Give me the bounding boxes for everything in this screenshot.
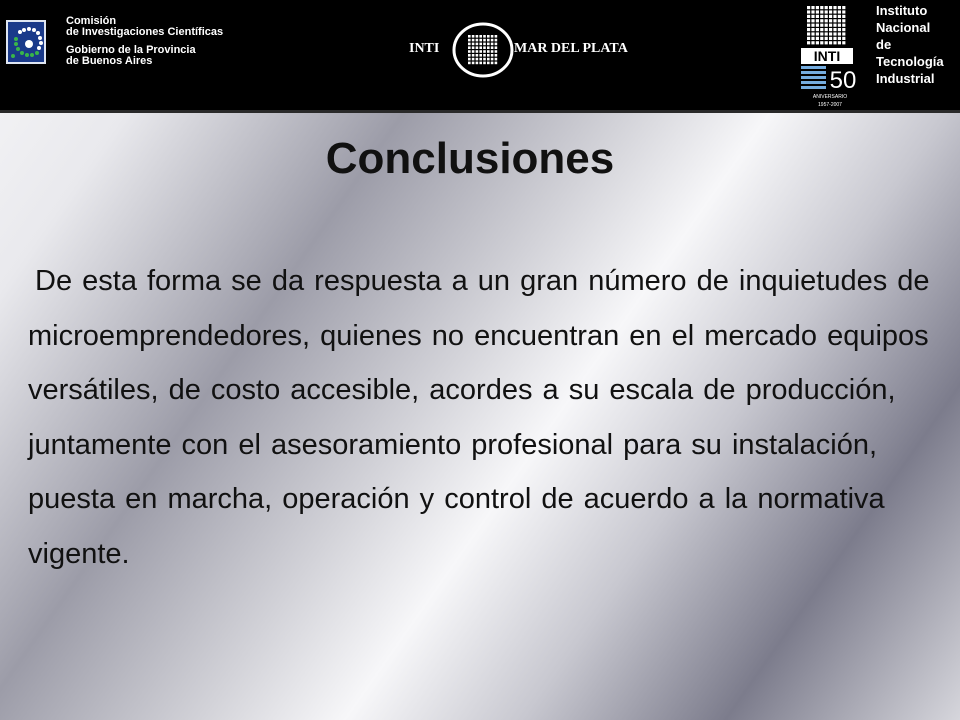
logo-grid-square xyxy=(476,54,479,57)
logo-grid-square xyxy=(807,6,810,9)
logo-grid-square xyxy=(825,41,828,44)
logo-grid-square xyxy=(833,32,836,35)
logo-grid-square xyxy=(825,32,828,35)
logo-grid-square xyxy=(833,37,836,40)
logo-grid-square xyxy=(468,58,471,61)
logo-grid-square xyxy=(825,10,828,13)
logo-grid-square xyxy=(468,39,471,42)
inti50-years: 1957-2007 xyxy=(818,102,842,108)
inti50-number: 50 xyxy=(829,67,857,94)
logo-grid-square xyxy=(491,54,494,57)
logo-grid-square xyxy=(829,32,832,35)
logo-grid-square xyxy=(825,19,828,22)
logo-grid-square xyxy=(816,15,819,18)
logo-grid-square xyxy=(495,54,498,57)
logo-grid-square xyxy=(476,46,479,49)
logo-grid-square xyxy=(479,54,482,57)
logo-grid-square xyxy=(833,15,836,18)
logo-grid-square xyxy=(816,19,819,22)
logo-grid-square xyxy=(820,32,823,35)
logo-grid-square xyxy=(838,6,841,9)
logo-grid-square xyxy=(816,32,819,35)
logo-grid-square xyxy=(842,15,845,18)
logo-grid-square xyxy=(487,50,490,53)
logo-grid-square xyxy=(816,24,819,27)
logo-grid-square xyxy=(495,35,498,38)
cic-line-2: de Investigaciones Científicas xyxy=(66,26,224,38)
logo-grid-square xyxy=(491,39,494,42)
logo-grid-square xyxy=(468,43,471,46)
logo-grid-square xyxy=(838,28,841,31)
cic-line-3: Gobierno de la Provincia xyxy=(66,44,196,56)
logo-grid-square xyxy=(479,43,482,46)
logo-grid-square xyxy=(491,50,494,53)
logo-grid-square xyxy=(811,15,814,18)
logo-grid-square xyxy=(483,46,486,49)
logo-grid-square xyxy=(468,50,471,53)
logo-grid-square xyxy=(838,24,841,27)
logo-grid-square xyxy=(468,54,471,57)
logo-grid-square xyxy=(483,50,486,53)
logo-grid-square xyxy=(476,39,479,42)
logo-grid-square xyxy=(829,37,832,40)
logo-grid-square xyxy=(829,24,832,27)
logo-grid-square xyxy=(479,58,482,61)
logo-grid-square xyxy=(483,43,486,46)
logo-grid-square xyxy=(829,6,832,9)
logo-grid-square xyxy=(816,28,819,31)
logo-grid-square xyxy=(842,37,845,40)
logo-grid-square xyxy=(472,58,475,61)
logo-grid-square xyxy=(468,35,471,38)
inti-50-aniversario-logo xyxy=(796,2,866,108)
logo-grid-square xyxy=(838,15,841,18)
logo-grid-square xyxy=(491,35,494,38)
logo-grid-square xyxy=(807,24,810,27)
logo-grid-square xyxy=(811,37,814,40)
logo-grid-square xyxy=(811,32,814,35)
logo-grid-square xyxy=(811,19,814,22)
logo-grid-square xyxy=(816,37,819,40)
logo-grid-square xyxy=(491,46,494,49)
logo-grid-square xyxy=(483,58,486,61)
logo-grid-square xyxy=(842,28,845,31)
cic-line-1: Comisión xyxy=(66,15,117,27)
logo-grid-square xyxy=(479,50,482,53)
logo-grid-square xyxy=(476,43,479,46)
logo-grid-square xyxy=(491,58,494,61)
logo-grid-square xyxy=(842,19,845,22)
logo-grid-square xyxy=(472,62,475,65)
logo-grid-square xyxy=(838,41,841,44)
logo-grid-square xyxy=(816,10,819,13)
logo-grid-square xyxy=(468,62,471,65)
logo-grid-square xyxy=(495,50,498,53)
logo-grid-square xyxy=(483,54,486,57)
logo-grid-square xyxy=(829,28,832,31)
logo-grid-square xyxy=(483,62,486,65)
logo-grid-square xyxy=(838,37,841,40)
logo-grid-square xyxy=(472,35,475,38)
logo-grid-square xyxy=(483,39,486,42)
logo-grid-square xyxy=(495,58,498,61)
inti50-logo-text: INTI xyxy=(813,48,841,64)
logo-grid-square xyxy=(479,62,482,65)
cic-line-4: de Buenos Aires xyxy=(66,55,153,67)
logo-grid-square xyxy=(838,10,841,13)
logo-grid-square xyxy=(472,39,475,42)
logo-grid-square xyxy=(495,62,498,65)
logo-grid-square xyxy=(495,39,498,42)
logo-grid-square xyxy=(825,24,828,27)
logo-grid-square xyxy=(842,24,845,27)
logo-grid-square xyxy=(820,37,823,40)
logo-grid-square xyxy=(807,10,810,13)
logo-grid-square xyxy=(487,43,490,46)
logo-grid-square xyxy=(820,6,823,9)
logo-grid-square xyxy=(829,15,832,18)
inti-label: INTI xyxy=(409,41,440,56)
logo-grid-square xyxy=(487,62,490,65)
logo-grid-square xyxy=(829,10,832,13)
logo-grid-square xyxy=(807,15,810,18)
logo-grid-square xyxy=(472,50,475,53)
logo-grid-square xyxy=(838,19,841,22)
logo-grid-square xyxy=(472,54,475,57)
logo-grid-square xyxy=(807,19,810,22)
inti-mar-del-plata-logo xyxy=(407,22,667,78)
logo-grid-square xyxy=(476,58,479,61)
logo-grid-square xyxy=(820,15,823,18)
logo-grid-square xyxy=(816,41,819,44)
logo-grid-square xyxy=(820,28,823,31)
institute-line-3: de Tecnología xyxy=(876,37,944,69)
logo-grid-square xyxy=(472,46,475,49)
slide-title: Conclusiones xyxy=(325,134,615,183)
inti-grid-icon xyxy=(452,22,514,78)
logo-grid-square xyxy=(495,46,498,49)
logo-grid-square xyxy=(472,43,475,46)
logo-grid-square xyxy=(833,41,836,44)
logo-grid-square xyxy=(807,37,810,40)
logo-grid-square xyxy=(833,28,836,31)
logo-grid-square xyxy=(468,46,471,49)
logo-grid-square xyxy=(479,46,482,49)
logo-grid-square xyxy=(811,24,814,27)
institute-line-2: Nacional xyxy=(876,20,931,35)
logo-grid-square xyxy=(487,39,490,42)
slide-body-text: De esta forma se da respuesta a un gran número de inquietudes de microemprendedores, quienes no encuentran en el mercado equipos versátiles, de costo accesible, acordes a su escala de producción, juntamente con el asesoramiento profesional para su instalación, puesta en marcha, operación y control de acuerdo a la normativa vigente. xyxy=(28,265,930,570)
logo-grid-square xyxy=(476,35,479,38)
logo-grid-square xyxy=(487,46,490,49)
logo-grid-square xyxy=(811,6,814,9)
logo-grid-square xyxy=(829,41,832,44)
logo-grid-square xyxy=(476,50,479,53)
logo-grid-square xyxy=(811,10,814,13)
logo-grid-square xyxy=(842,32,845,35)
logo-grid-square xyxy=(487,54,490,57)
logo-grid-square xyxy=(807,41,810,44)
logo-grid-square xyxy=(842,41,845,44)
logo-grid-square xyxy=(825,6,828,9)
logo-grid-square xyxy=(807,32,810,35)
logo-grid-square xyxy=(479,39,482,42)
logo-grid-square xyxy=(820,24,823,27)
logo-grid-square xyxy=(820,19,823,22)
logo-grid-square xyxy=(807,28,810,31)
inti50-aniversario: ANIVERSARIO xyxy=(812,94,848,100)
institute-line-1: Instituto xyxy=(876,3,928,18)
logo-grid-square xyxy=(833,6,836,9)
logo-grid-square xyxy=(491,43,494,46)
logo-grid-square xyxy=(833,10,836,13)
logo-grid-square xyxy=(479,35,482,38)
logo-grid-square xyxy=(495,43,498,46)
logo-grid-square xyxy=(811,28,814,31)
logo-grid-square xyxy=(820,10,823,13)
logo-grid-square xyxy=(816,6,819,9)
logo-grid-square xyxy=(825,28,828,31)
institute-name-text xyxy=(876,2,960,87)
logo-grid-square xyxy=(842,10,845,13)
logo-grid-square xyxy=(825,15,828,18)
logo-grid-square xyxy=(487,35,490,38)
cic-logo-icon xyxy=(6,20,46,64)
logo-grid-square xyxy=(491,62,494,65)
logo-grid-square xyxy=(829,19,832,22)
logo-grid-square xyxy=(825,37,828,40)
institute-line-4: Industrial xyxy=(876,71,935,86)
logo-grid-square xyxy=(842,6,845,9)
cic-institution-text xyxy=(66,16,223,67)
mar-del-plata-label: MAR DEL PLATA xyxy=(514,41,628,56)
logo-grid-square xyxy=(476,62,479,65)
logo-grid-square xyxy=(820,41,823,44)
logo-grid-square xyxy=(833,19,836,22)
logo-grid-square xyxy=(811,41,814,44)
logo-grid-square xyxy=(833,24,836,27)
header-bar xyxy=(0,0,960,113)
logo-grid-square xyxy=(838,32,841,35)
logo-grid-square xyxy=(487,58,490,61)
logo-grid-square xyxy=(483,35,486,38)
